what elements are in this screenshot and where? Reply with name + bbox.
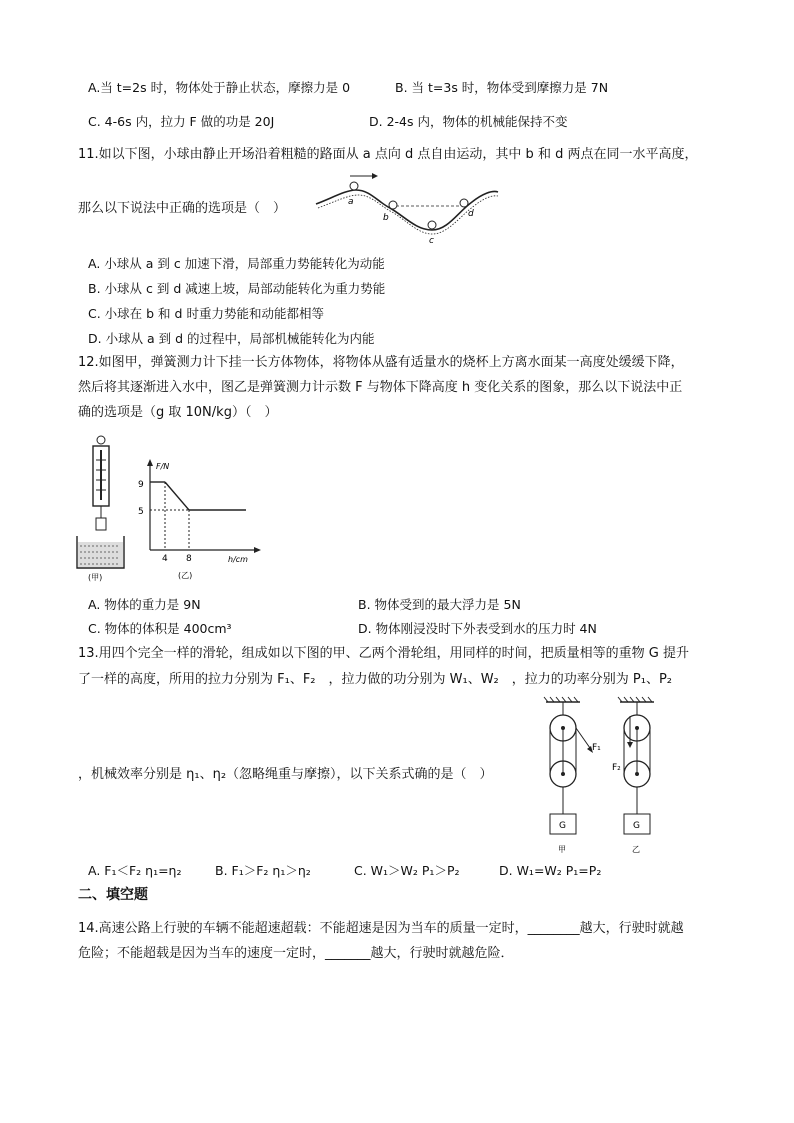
q13-option-d: D. W₁=W₂ P₁=P₂ <box>499 863 602 878</box>
q10-option-a: A.当 t=2s 时，物体处于静止状态，摩擦力是 0 <box>88 80 351 95</box>
q11-option-a: A. 小球从 a 到 c 加速下滑，局部重力势能转化为动能 <box>88 256 385 271</box>
q12-option-a: A. 物体的重力是 9N <box>88 597 201 612</box>
q12-option-c: C. 物体的体积是 400cm³ <box>88 621 232 636</box>
q10-option-b: B. 当 t=3s 时，物体受到摩擦力是 7N <box>395 80 609 95</box>
q12-tick-4: 4 <box>162 554 168 564</box>
q11-option-d: D. 小球从 a 到 d 的过程中，局部机械能转化为内能 <box>88 331 375 346</box>
q11-track-figure <box>312 168 502 248</box>
q11-label-a: a <box>348 197 354 207</box>
section-heading-fill-in: 二、填空题 <box>78 887 148 903</box>
q12-tick-8: 8 <box>186 554 192 564</box>
q13-stem-line2: 了一样的高度，所用的拉力分别为 F₁、F₂ ，拉力做的功分别为 W₁、W₂ ，拉力的功率分别为 P₁、P₂ <box>78 672 673 687</box>
q12-stem-line1: 12.如图甲，弹簧测力计下挂一长方体物体，将物体从盛有适量水的烧杯上方离水面某一高度处缓缓下降， <box>78 355 684 370</box>
q13-stem-line1: 13.用四个完全一样的滑轮，组成如以下图的甲、乙两个滑轮组，用同样的时间，把质量相等的重物 G 提升 <box>78 646 690 661</box>
q13-caption-yi: 乙 <box>632 845 640 854</box>
q13-weight-g1: G <box>559 821 566 831</box>
q12-force-height-chart <box>136 458 266 582</box>
q11-label-d: d <box>468 209 474 219</box>
q14-line1: 14.高速公路上行驶的车辆不能超速超载：不能超速是因为当车的质量一定时，________越大，行驶时就越 <box>78 921 684 936</box>
q12-option-b: B. 物体受到的最大浮力是 5N <box>358 597 521 612</box>
q11-stem-line1: 11.如以下图，小球由静止开场沿着粗糙的路面从 a 点向 d 点自由运动，其中 b 和 d 两点在同一水平高度， <box>78 147 698 162</box>
q12-caption-jia: (甲) <box>88 573 103 582</box>
q11-label-b: b <box>383 213 389 223</box>
q12-option-d: D. 物体刚浸没时下外表受到水的压力时 4N <box>358 621 597 636</box>
q13-label-f2: F₂ <box>612 763 621 773</box>
q11-option-b: B. 小球从 c 到 d 减速上坡，局部动能转化为重力势能 <box>88 281 386 296</box>
q12-stem-line3: 确的选项是（g 取 10N/kg）（ ） <box>78 405 278 420</box>
q12-tick-9: 9 <box>138 480 144 490</box>
q12-spring-scale-figure <box>74 434 134 584</box>
q10-option-c: C. 4-6s 内，拉力 F 做的功是 20J <box>88 114 275 129</box>
q12-y-axis-label: F/N <box>156 462 170 471</box>
q13-option-b: B. F₁＞F₂ η₁＞η₂ <box>215 863 311 878</box>
q13-caption-jia: 甲 <box>558 845 566 854</box>
q12-caption-yi: (乙) <box>178 571 193 580</box>
q12-tick-5: 5 <box>138 507 144 517</box>
q13-stem-line3: ，机械效率分别是 η₁、η₂（忽略绳重与摩擦），以下关系式确的是（ ） <box>78 767 493 782</box>
q13-label-f1: F₁ <box>592 743 601 753</box>
q12-x-axis-label: h/cm <box>228 555 248 564</box>
q13-option-a: A. F₁＜F₂ η₁=η₂ <box>88 863 182 878</box>
q11-option-c: C. 小球在 b 和 d 时重力势能和动能都相等 <box>88 306 324 321</box>
q13-weight-g2: G <box>633 821 640 831</box>
q10-option-d: D. 2-4s 内，物体的机械能保持不变 <box>369 114 568 129</box>
q13-pulley-figure <box>540 696 670 858</box>
q11-label-c: c <box>429 236 434 246</box>
q14-line2: 危险；不能超载是因为当车的速度一定时，_______越大，行驶时就越危险． <box>78 946 514 961</box>
q11-stem-line2: 那么以下说法中正确的选项是（ ） <box>78 201 287 216</box>
q13-option-c: C. W₁＞W₂ P₁＞P₂ <box>354 863 460 878</box>
q12-stem-line2: 然后将其逐渐进入水中，图乙是弹簧测力计示数 F 与物体下降高度 h 变化关系的图象，那么以下说法中正 <box>78 380 683 395</box>
